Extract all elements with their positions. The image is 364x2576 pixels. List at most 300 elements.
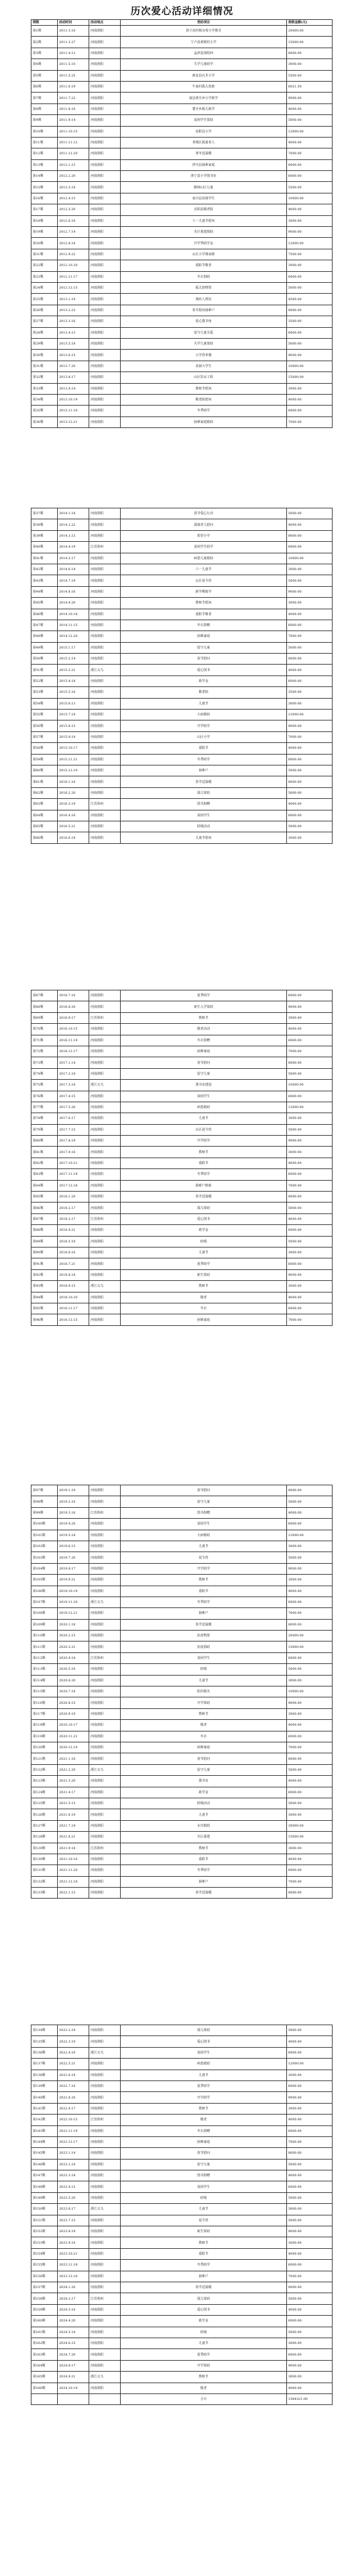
table-cell: 教师节	[121, 2103, 287, 2114]
table-cell: 河南洛阳	[89, 1225, 121, 1236]
table-row	[31, 1136, 333, 1147]
table-cell: 第46期	[31, 609, 58, 620]
table-cell: 冬季助学	[121, 1597, 287, 1607]
table-row	[31, 508, 333, 519]
table-cell: 河南洛阳	[89, 1024, 121, 1035]
table-cell: 河南洛阳	[89, 2181, 121, 2192]
table-cell: 3000.00	[287, 1809, 333, 1820]
table-cell: 2017.2.18	[58, 1068, 89, 1079]
table-cell: 困难户	[121, 1876, 287, 1887]
table-cell: 第30期	[31, 350, 58, 361]
table-cell: 第49期	[31, 642, 58, 653]
table-row	[31, 821, 333, 832]
table-cell: 山区夏令营	[121, 1124, 287, 1135]
table-cell: 2013.8.17	[58, 372, 89, 383]
table-cell: 伊川县困难家庭	[121, 159, 287, 170]
table-cell: 夏令营	[121, 1552, 287, 1563]
table-cell: 2024.8.17	[58, 2360, 89, 2371]
table-row	[31, 1169, 333, 1180]
table-cell: 河南洛阳	[89, 1269, 121, 1280]
table-cell: 灾区重建捐助	[121, 227, 287, 238]
table-cell: 河南洛阳	[89, 1686, 121, 1697]
table-cell: 2018.2.17	[58, 1203, 89, 1213]
table-cell: 2011.3.27	[58, 37, 89, 48]
table-cell: 河南洛阳	[89, 519, 121, 530]
table-cell: 2019.11.16	[58, 1597, 89, 1607]
table-cell: 河南洛阳	[89, 1496, 121, 1507]
table-cell: 春节慰问	[121, 2148, 287, 2159]
table-cell: 河南洛阳	[89, 1809, 121, 1820]
table-cell: 河南洛阳	[89, 2260, 121, 2271]
table-cell: 3000.00	[287, 832, 333, 843]
table-row	[31, 361, 333, 371]
table-cell: 2024.3.16	[58, 2304, 89, 2315]
table-cell: 第146期	[31, 2159, 58, 2170]
table-cell: 2018.6.16	[58, 1247, 89, 1258]
table-cell: 6000.00	[287, 2080, 333, 2091]
table-cell: 12000.00	[287, 710, 333, 720]
table-cell: 第86期	[31, 1203, 58, 1213]
table-cell: 困难户	[121, 765, 287, 776]
table-cell: 第148期	[31, 2181, 58, 2192]
table-cell: 5000.00	[287, 642, 333, 653]
table-cell: 20000.00	[287, 26, 333, 37]
table-cell: 2015.2.14	[58, 654, 89, 665]
table-cell: 河南洛阳	[89, 1619, 121, 1630]
table-cell: 2015.8.15	[58, 720, 89, 731]
table-cell: 4000.00	[287, 1720, 333, 1731]
table-row	[31, 1001, 333, 1012]
table-cell: 2018.11.17	[58, 1303, 89, 1314]
table-cell: 2012.5.20	[58, 204, 89, 215]
table-cell: 3000.00	[287, 2338, 333, 2348]
table-cell: 第15期	[31, 182, 58, 193]
table-cell: 河南洛阳	[89, 1180, 121, 1191]
table-cell: 河南洛阳	[89, 1865, 121, 1876]
table-cell: 第141期	[31, 2103, 58, 2114]
table-cell: 河南洛阳	[89, 1888, 121, 1899]
table-cell: 河南洛阳	[89, 1091, 121, 1102]
table-cell: 河南洛阳	[89, 654, 121, 665]
table-cell: 4000.00	[287, 1292, 333, 1303]
table-row	[31, 48, 333, 58]
table-cell: 助学金	[121, 675, 287, 686]
table-cell: 敬老	[121, 1720, 287, 1731]
table-cell: 河南洛阳	[89, 1832, 121, 1843]
table-cell: 2023.2.18	[58, 2159, 89, 2170]
table-cell: 敬老活动	[121, 1024, 287, 1035]
table-cell: 河南洛阳	[89, 553, 121, 564]
table-row	[31, 2360, 333, 2371]
table-cell: 河南洛阳	[89, 1113, 121, 1124]
table-row	[31, 1586, 333, 1597]
table-cell: 第91期	[31, 1258, 58, 1269]
table-cell: 3000.00	[287, 59, 333, 70]
table-cell: 第10期	[31, 126, 58, 137]
table-cell: 2021.1.16	[58, 1753, 89, 1764]
table-cell: 3000.00	[287, 1147, 333, 1158]
table-cell: 6000.00	[287, 1169, 333, 1180]
table-cell: 河南洛阳	[89, 227, 121, 238]
table-cell: 孤寡老人慰问	[121, 519, 287, 530]
table-cell: 第128期	[31, 1832, 58, 1843]
table-row	[31, 1742, 333, 1753]
table-cell: 儿童节	[121, 698, 287, 709]
table-row	[31, 631, 333, 642]
table-cell: 图书室建设	[121, 1080, 287, 1091]
table-cell: 7000.00	[287, 1180, 333, 1191]
table-cell: 8000.00	[287, 2282, 333, 2293]
table-row	[31, 37, 333, 48]
table-cell: 5000.00	[287, 1552, 333, 1563]
table-cell: 江苏徐州	[89, 1652, 121, 1663]
table-cell: 春节慰问	[121, 1753, 287, 1764]
table-cell: 第138期	[31, 2070, 58, 2080]
table-cell: 教师节慰问	[121, 598, 287, 609]
table-cell: 宁卢县黄塬村小学	[121, 37, 287, 48]
table-cell: 8000.00	[287, 1192, 333, 1203]
table-cell: 9000.00	[287, 350, 333, 361]
table-cell: 河南洛阳	[89, 1001, 121, 1012]
table-cell: 2020.4.18	[58, 1652, 89, 1663]
table-cell: 第126期	[31, 1809, 58, 1820]
table-cell: 2021.3.20	[58, 1776, 89, 1787]
table-cell: 2014.11.15	[58, 620, 89, 631]
table-row	[31, 1247, 333, 1258]
table-cell: 第145期	[31, 2148, 58, 2159]
table-cell: 第73期	[31, 1057, 58, 1068]
table-cell: 4000.00	[287, 743, 333, 754]
table-cell: 4500.00	[287, 294, 333, 305]
table-cell: 2016.2.20	[58, 787, 89, 798]
table-cell: 儿童节	[121, 2070, 287, 2080]
table-row	[31, 2338, 333, 2348]
table-cell: 第132期	[31, 1876, 58, 1887]
table-cell: 2011.6.19	[58, 81, 89, 92]
table-cell: 冬衣捐赠	[121, 2125, 287, 2136]
table-cell: 2014.5.17	[58, 553, 89, 564]
table-row	[31, 2260, 333, 2271]
donation-table	[31, 508, 333, 844]
table-cell: 江苏徐州	[89, 542, 121, 553]
table-cell: 河南洛阳	[89, 204, 121, 215]
table-cell: 河南洛阳	[89, 137, 121, 148]
table-cell: 河南洛阳	[89, 1731, 121, 1742]
table-cell: 第76期	[31, 1091, 58, 1102]
table-cell: 开学资助	[121, 1697, 287, 1708]
table-cell: 第56期	[31, 720, 58, 731]
table-cell: 爱心图书	[121, 2036, 287, 2047]
table-cell: 第25期	[31, 294, 58, 305]
table-cell: 第12期	[31, 148, 58, 159]
table-cell	[89, 2393, 121, 2404]
table-cell: 第60期	[31, 765, 58, 776]
donation-table	[31, 19, 333, 428]
table-cell: 第67期	[31, 990, 58, 1001]
table-row	[31, 1012, 333, 1023]
table-cell: 5000.00	[287, 115, 333, 126]
table-row	[31, 1496, 333, 1507]
table-cell: 2020.12.19	[58, 1742, 89, 1753]
table-cell: 河南洛阳	[89, 1530, 121, 1541]
table-cell: 第161期	[31, 2327, 58, 2338]
table-cell: 3000.00	[287, 383, 333, 394]
table-cell: 第3期	[31, 48, 58, 58]
table-cell: 9000.00	[287, 2226, 333, 2237]
table-cell: 2017.9.16	[58, 1147, 89, 1158]
table-cell: 河南洛阳	[89, 1552, 121, 1563]
table-cell: 6000.00	[287, 1303, 333, 1314]
table-cell: 河南洛阳	[89, 249, 121, 260]
table-cell: 2017.12.16	[58, 1180, 89, 1191]
table-row	[31, 305, 333, 316]
table-cell: 7000.00	[287, 631, 333, 642]
table-cell: 2017.7.15	[58, 1124, 89, 1135]
table-cell: 3000.00	[287, 215, 333, 226]
table-cell: 河南洛阳	[89, 598, 121, 609]
table-cell: 第17期	[31, 204, 58, 215]
table-cell: 2016.11.19	[58, 1035, 89, 1046]
table-cell: 第106期	[31, 1586, 58, 1597]
table-cell: 2015.5.16	[58, 687, 89, 698]
table-row	[31, 1776, 333, 1787]
table-cell: 江苏徐州	[89, 1012, 121, 1023]
table-row	[31, 1820, 333, 1831]
table-row	[31, 2204, 333, 2215]
table-cell: 重阳节	[121, 1586, 287, 1597]
table-row	[31, 1507, 333, 1518]
table-cell: 第55期	[31, 710, 58, 720]
table-cell: 12000.00	[287, 238, 333, 249]
table-row	[31, 2237, 333, 2248]
table-cell: 第44期	[31, 586, 58, 597]
table-row	[31, 620, 333, 631]
table-cell: 2022.6.18	[58, 2070, 89, 2080]
table-cell: 4000.00	[287, 609, 333, 620]
table-cell: 第19期	[31, 227, 58, 238]
table-cell: 第107期	[31, 1597, 58, 1607]
table-cell: 第97期	[31, 1485, 58, 1496]
table-row	[31, 2271, 333, 2282]
table-cell: 贫困学生	[121, 1519, 287, 1530]
table-cell: 河南洛阳	[89, 620, 121, 631]
table-cell: 2018.3.17	[58, 1213, 89, 1224]
column-header: 期数	[31, 20, 58, 26]
table-row	[31, 115, 333, 126]
table-cell: 4000.00	[287, 799, 333, 810]
table-cell: 孤儿院物资	[121, 282, 287, 293]
table-cell: 6000.00	[287, 1225, 333, 1236]
table-cell: 第13期	[31, 159, 58, 170]
table-cell: 10000.00	[287, 1080, 333, 1091]
table-cell: 2016.10.15	[58, 1024, 89, 1035]
table-cell: 儿童节	[121, 1675, 287, 1686]
table-row	[31, 59, 333, 70]
table-cell: 2017.6.17	[58, 1113, 89, 1124]
table-cell: 河南洛阳	[89, 59, 121, 70]
table-cell: 12000.00	[287, 126, 333, 137]
table-cell: 新生资助	[121, 1269, 287, 1280]
table-row	[31, 743, 333, 754]
table-row	[31, 2036, 333, 2047]
table-cell: 第150期	[31, 2204, 58, 2215]
table-cell: 留守儿童	[121, 1068, 287, 1079]
table-cell: 5000.00	[287, 1068, 333, 1079]
table-cell: 2017.8.19	[58, 1136, 89, 1147]
table-cell: 河南洛阳	[89, 990, 121, 1001]
table-cell: 5000.00	[287, 787, 333, 798]
table-cell: 河南洛阳	[89, 1753, 121, 1764]
table-cell: 12000.00	[287, 1530, 333, 1541]
table-cell: 5000.00	[287, 1764, 333, 1775]
table-cell: 第151期	[31, 2215, 58, 2226]
table-cell: 河南洛阳	[89, 743, 121, 754]
table-cell: 河南洛阳	[89, 1057, 121, 1068]
table-row	[31, 1292, 333, 1303]
table-row	[31, 1519, 333, 1530]
table-cell: 夏季助学	[121, 1258, 287, 1269]
table-row	[31, 1731, 333, 1742]
table-cell: 15000.00	[287, 37, 333, 48]
table-cell: 8000.00	[287, 305, 333, 316]
table-cell: 2020.3.21	[58, 1641, 89, 1652]
table-cell: 5000.00	[287, 2192, 333, 2203]
table-cell: 开学助学	[121, 1136, 287, 1147]
table-row	[31, 1269, 333, 1280]
table-cell: 第166期	[31, 2383, 58, 2393]
table-cell: 江苏徐州	[89, 1507, 121, 1518]
table-row	[31, 675, 333, 686]
table-cell: 防汛救灾	[121, 1686, 287, 1697]
table-cell: 第119期	[31, 1731, 58, 1742]
table-cell: 冬衣	[121, 1731, 287, 1742]
table-row	[31, 1865, 333, 1876]
table-cell: 2021.11.20	[58, 1865, 89, 1876]
table-cell: 贫困学生	[121, 2047, 287, 2058]
table-cell: 第39期	[31, 530, 58, 541]
table-cell: 第58期	[31, 743, 58, 754]
table-cell: 2011.5.10	[58, 59, 89, 70]
table-cell: 第16期	[31, 193, 58, 204]
table-cell: 第65期	[31, 821, 58, 832]
table-cell: 河南洛阳	[89, 361, 121, 371]
table-cell: 第82期	[31, 1158, 58, 1168]
table-cell: 河南洛阳	[89, 832, 121, 843]
table-row	[31, 564, 333, 575]
table-cell: 河南洛阳	[89, 2170, 121, 2181]
table-cell: 第99期	[31, 1507, 58, 1518]
table-cell: 河南洛阳	[89, 1247, 121, 1258]
table-row	[31, 1225, 333, 1236]
table-cell: 2020.5.16	[58, 1664, 89, 1675]
table-cell: 2014.12.20	[58, 631, 89, 642]
table-cell: 2023.5.20	[58, 2192, 89, 2203]
table-row	[31, 372, 333, 383]
table-cell: 第118期	[31, 1720, 58, 1731]
table-cell: 2023.10.21	[58, 2248, 89, 2259]
table-cell: 第137期	[31, 2059, 58, 2070]
table-cell: 8000.00	[287, 48, 333, 58]
table-cell: 敬老	[121, 2115, 287, 2125]
table-cell: 第34期	[31, 394, 58, 405]
table-cell: 第123期	[31, 1776, 58, 1787]
table-cell: 第5期	[31, 70, 58, 81]
table-cell: 第93期	[31, 1281, 58, 1292]
table-cell: 敬老院慰问	[121, 394, 287, 405]
table-row	[31, 1046, 333, 1057]
table-cell: 教师节	[121, 2237, 287, 2248]
table-row	[31, 1281, 333, 1292]
table-row	[31, 148, 333, 159]
table-cell: 3000.00	[287, 1113, 333, 1124]
table-cell: 孤儿资助	[121, 1203, 287, 1213]
table-row	[31, 1809, 333, 1820]
table-cell: 7000.00	[287, 416, 333, 427]
table-cell: 第8期	[31, 103, 58, 114]
table-cell: 河南洛阳	[89, 171, 121, 182]
table-row	[31, 1720, 333, 1731]
table-cell: 留守儿童	[121, 2159, 287, 2170]
table-row	[31, 990, 333, 1001]
table-cell: 2021.12.18	[58, 1876, 89, 1887]
table-cell: 7000.00	[287, 731, 333, 742]
table-cell: 4000.00	[287, 2383, 333, 2393]
table-row	[31, 799, 333, 810]
table-cell: 老城区孤寡老人	[121, 137, 287, 148]
table-cell: 希望小学	[121, 530, 287, 541]
table-cell: 河南洛阳	[89, 2226, 121, 2237]
donation-table	[31, 1485, 333, 1899]
table-row	[31, 810, 333, 821]
table-cell: 第70期	[31, 1024, 58, 1035]
table-cell: 河南洛阳	[89, 338, 121, 349]
table-cell: 第85期	[31, 1192, 58, 1203]
table-cell: 3000.00	[287, 598, 333, 609]
table-cell: 2014.1.18	[58, 508, 89, 519]
table-cell: 9000.00	[287, 2360, 333, 2371]
table-cell: 2013.9.14	[58, 383, 89, 394]
table-row	[31, 1708, 333, 1719]
table-row	[31, 776, 333, 787]
table-cell: 2011.10.15	[58, 126, 89, 137]
table-cell: 河南洛阳	[89, 1664, 121, 1675]
table-cell: 第20期	[31, 238, 58, 249]
table-row	[31, 2159, 333, 2170]
table-row	[31, 1597, 333, 1607]
table-cell: 河南洛阳	[89, 2092, 121, 2103]
table-cell: 5000.00	[287, 765, 333, 776]
table-row	[31, 1876, 333, 1887]
table-cell: 第21期	[31, 249, 58, 260]
table-cell: 教师节	[121, 2372, 287, 2383]
table-cell: 5000.00	[287, 508, 333, 519]
table-cell: 6000.00	[287, 1258, 333, 1269]
table-cell: 教师节	[121, 1575, 287, 1586]
table-cell: 第54期	[31, 698, 58, 709]
table-cell: 河南洛阳	[89, 2070, 121, 2080]
table-cell: 第113期	[31, 1664, 58, 1675]
table-cell: 第129期	[31, 1843, 58, 1854]
table-cell: 第152期	[31, 2226, 58, 2237]
table-row	[31, 2125, 333, 2136]
table-cell: 河南洛阳	[89, 159, 121, 170]
table-cell: 第41期	[31, 553, 58, 564]
table-cell: 河南洛阳	[89, 416, 121, 427]
table-cell: 河南洛阳	[89, 260, 121, 271]
table-cell: 6000.00	[287, 1597, 333, 1607]
table-cell: 第120期	[31, 1742, 58, 1753]
table-cell: 第71期	[31, 1035, 58, 1046]
